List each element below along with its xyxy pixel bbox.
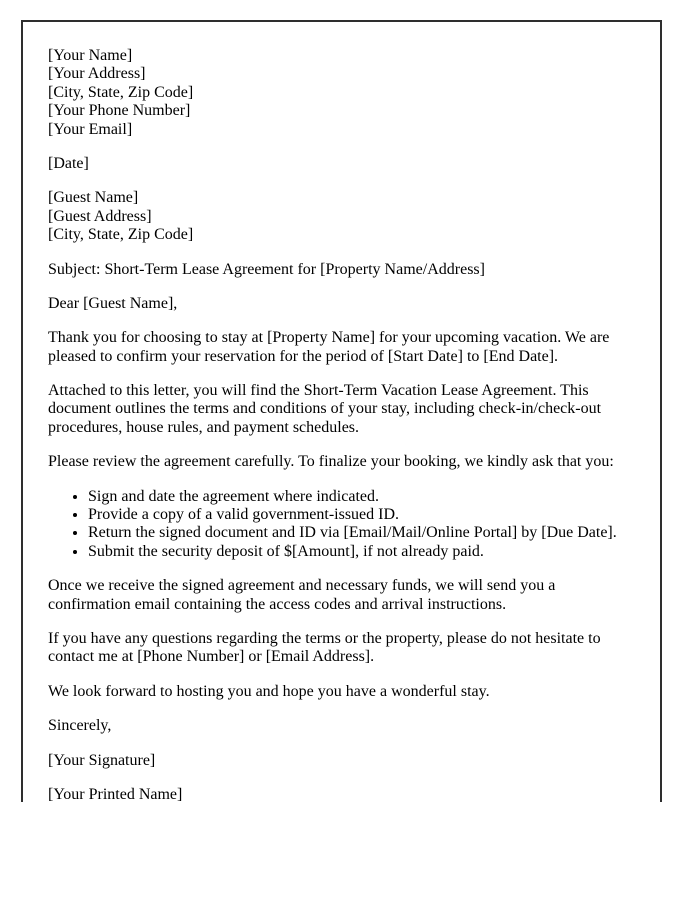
sender-address-line: [Your Address] [48, 65, 146, 83]
checklist-item: • Submit the security deposit of $[Amount], if not already paid. [88, 543, 635, 561]
signoff: Sincerely, [48, 717, 112, 735]
sender-city-line: [City, State, Zip Code] [48, 83, 194, 101]
signature-line: [Your Signature] [48, 751, 156, 769]
checklist [48, 488, 635, 562]
sender-phone-line: [Your Phone Number] [48, 102, 191, 120]
sender-address-block [48, 47, 635, 139]
recipient-address-block [48, 189, 635, 244]
closing-paragraph-confirmation: Once we receive the signed agreement and necessary funds, we will send you a confirmation email containing the access codes and arrival instructions. [48, 577, 556, 613]
checklist-item: • Provide a copy of a valid government-issued ID. [88, 506, 635, 524]
date-line: [Date] [48, 154, 89, 172]
sender-email-line: [Your Email] [48, 120, 133, 138]
printed-name-line: [Your Printed Name] [48, 785, 183, 803]
checklist-item: • Sign and date the agreement where indicated. [88, 488, 635, 506]
subject-line: Subject: Short-Term Lease Agreement for [Property Name/Address] [48, 260, 485, 278]
body-paragraph-review-request: Please review the agreement carefully. To finalize your booking, we kindly ask that you: [48, 453, 614, 471]
body-paragraph-attachment: Attached to this letter, you will find the Short-Term Vacation Lease Agreement. This document outlines the terms and conditions of your stay, including check-in/check-out procedures, house rules, and payment schedules. [48, 382, 602, 436]
recipient-name-line: [Guest Name] [48, 189, 139, 207]
closing-paragraph-farewell: We look forward to hosting you and hope you have a wonderful stay. [48, 682, 490, 700]
checklist-item: • Return the signed document and ID via [Email/Mail/Online Portal] by [Due Date]. [88, 524, 635, 542]
closing-paragraph-questions: If you have any questions regarding the terms or the property, please do not hesitate to contact me at [Phone Number] or [Email Address]. [48, 629, 601, 666]
salutation: Dear [Guest Name], [48, 294, 178, 312]
body-paragraph-reservation: Thank you for choosing to stay at [Property Name] for your upcoming vacation. We are pleased to confirm your reservation for the period of [Start Date] to [End Date]. [48, 329, 610, 365]
sender-name-line: [Your Name] [48, 47, 133, 64]
recipient-city-line: [City, State, Zip Code] [48, 226, 194, 244]
letter-document [21, 20, 662, 802]
recipient-address-line: [Guest Address] [48, 207, 152, 225]
